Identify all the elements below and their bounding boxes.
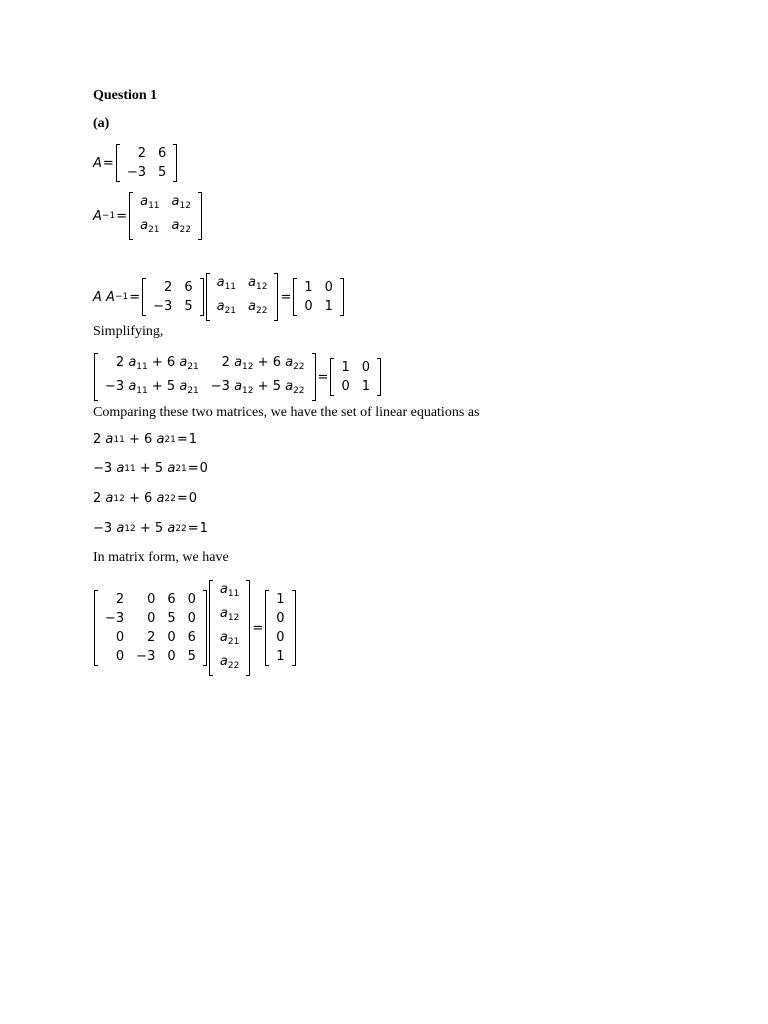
matrix-cell: $a_{21}$ [216, 299, 237, 316]
matrix-cell: 0 [361, 360, 370, 375]
matrix-form-text: In matrix form, we have [93, 550, 229, 565]
unknown-vector [209, 580, 250, 676]
equals-sign: = [102, 155, 114, 171]
matrix-a [142, 278, 203, 316]
symbol-a: A [93, 208, 102, 224]
matrix-cell: −3 [153, 299, 173, 314]
matrix-cell: 2 [164, 280, 173, 295]
matrix-cell: 0 [324, 280, 333, 295]
matrix-cell: 0 [276, 611, 285, 626]
product-matrix [94, 353, 316, 401]
eq-matrix-form [93, 580, 297, 676]
eq-a-inverse-definition [93, 192, 203, 240]
matrix-cell: $a_{12}$ [171, 194, 191, 211]
matrix-cell: 0 [187, 592, 196, 607]
matrix-cell: 0 [115, 649, 125, 664]
matrix-cell: 0 [147, 592, 156, 607]
matrix-cell: −3 $a_{11} + 5$ $a_{21}$ [105, 379, 199, 396]
equals-sign: = [317, 369, 329, 385]
symbol-a: A [93, 155, 102, 171]
matrix-cell: $a_{22}$ [219, 654, 240, 671]
matrix-cell: $a_{11}$ [216, 275, 237, 292]
matrix-cell: −3 $a_{12} + 5$ $a_{22}$ [210, 379, 305, 396]
matrix-cell: 2 [147, 630, 156, 645]
matrix-cell: $a_{21}$ [140, 218, 160, 235]
matrix-cell: 1 [324, 299, 333, 314]
linear-equation: 2 a 12 + 6 a 22 = 0 [93, 491, 198, 506]
matrix-cell: −3 [105, 611, 125, 626]
linear-equation: −3 a 12 + 5 a 22 = 1 [93, 521, 208, 536]
matrix-cell: 0 [341, 379, 350, 394]
matrix-cell: 1 [276, 649, 285, 664]
matrix-cell: 1 [341, 360, 350, 375]
matrix-cell: $a_{22}$ [248, 299, 268, 316]
matrix-cell: $a_{11}$ [219, 582, 240, 599]
matrix-cell: 2 $a_{11} + 6$ $a_{21}$ [115, 355, 199, 372]
matrix-cell: 0 [167, 649, 176, 664]
eq-a-times-inverse [93, 273, 345, 321]
matrix-cell: 5 [167, 611, 176, 626]
matrix-cell: $a_{12}$ [248, 275, 268, 292]
matrix-cell: 0 [115, 630, 125, 645]
linear-equation: 2 a 11 + 6 a 21 = 1 [93, 432, 198, 447]
matrix-cell: 2 [137, 146, 146, 161]
matrix-cell: 5 [184, 299, 193, 314]
inverse-exponent: −1 [101, 211, 116, 221]
part-label: (a) [93, 116, 110, 131]
matrix-cell: −3 [126, 165, 146, 180]
matrix-cell: 6 [167, 592, 176, 607]
matrix-cell: −3 [136, 649, 156, 664]
matrix-cell: 6 [184, 280, 193, 295]
symbol-a: A [106, 289, 115, 305]
matrix-cell: 0 [187, 611, 196, 626]
matrix-cell: 6 [157, 146, 167, 161]
identity-matrix [330, 358, 381, 396]
matrix-cell: 2 $a_{12} + 6$ $a_{22}$ [221, 355, 305, 372]
matrix-cell: 1 [361, 379, 370, 394]
matrix-cell: 0 [147, 611, 156, 626]
matrix-cell: 0 [167, 630, 176, 645]
equals-sign: = [129, 289, 141, 305]
inverse-exponent: −1 [114, 292, 129, 302]
matrix-cell: $a_{11}$ [140, 194, 160, 211]
matrix-a-inverse [129, 192, 202, 240]
question-title: Question 1 [93, 88, 158, 103]
eq-a-definition [93, 144, 178, 182]
matrix-cell: $a_{12}$ [219, 606, 240, 623]
linear-equation: −3 a 11 + 5 a 21 = 0 [93, 461, 208, 476]
matrix-cell: 5 [187, 649, 196, 664]
matrix-cell: $a_{22}$ [171, 218, 191, 235]
matrix-cell: 0 [276, 630, 285, 645]
matrix-cell: 1 [276, 592, 285, 607]
matrix-a [116, 144, 177, 182]
matrix-cell: $a_{21}$ [219, 630, 240, 647]
equals-sign: = [280, 289, 292, 305]
matrix-cell: 5 [157, 165, 167, 180]
matrix-cell: 6 [187, 630, 196, 645]
matrix-cell: 2 [115, 592, 125, 607]
simplifying-text: Simplifying, [93, 324, 164, 339]
matrix-cell: 0 [304, 299, 313, 314]
matrix-a-inverse [206, 273, 279, 321]
eq-product-matrix [93, 353, 382, 401]
system-matrix [94, 590, 207, 666]
identity-matrix [293, 278, 344, 316]
equals-sign: = [252, 620, 264, 636]
rhs-vector [265, 590, 295, 666]
symbol-a: A [93, 289, 102, 305]
equals-sign: = [116, 208, 128, 224]
matrix-cell: 1 [304, 280, 313, 295]
comparing-text: Comparing these two matrices, we have the set of linear equations as [93, 405, 480, 420]
